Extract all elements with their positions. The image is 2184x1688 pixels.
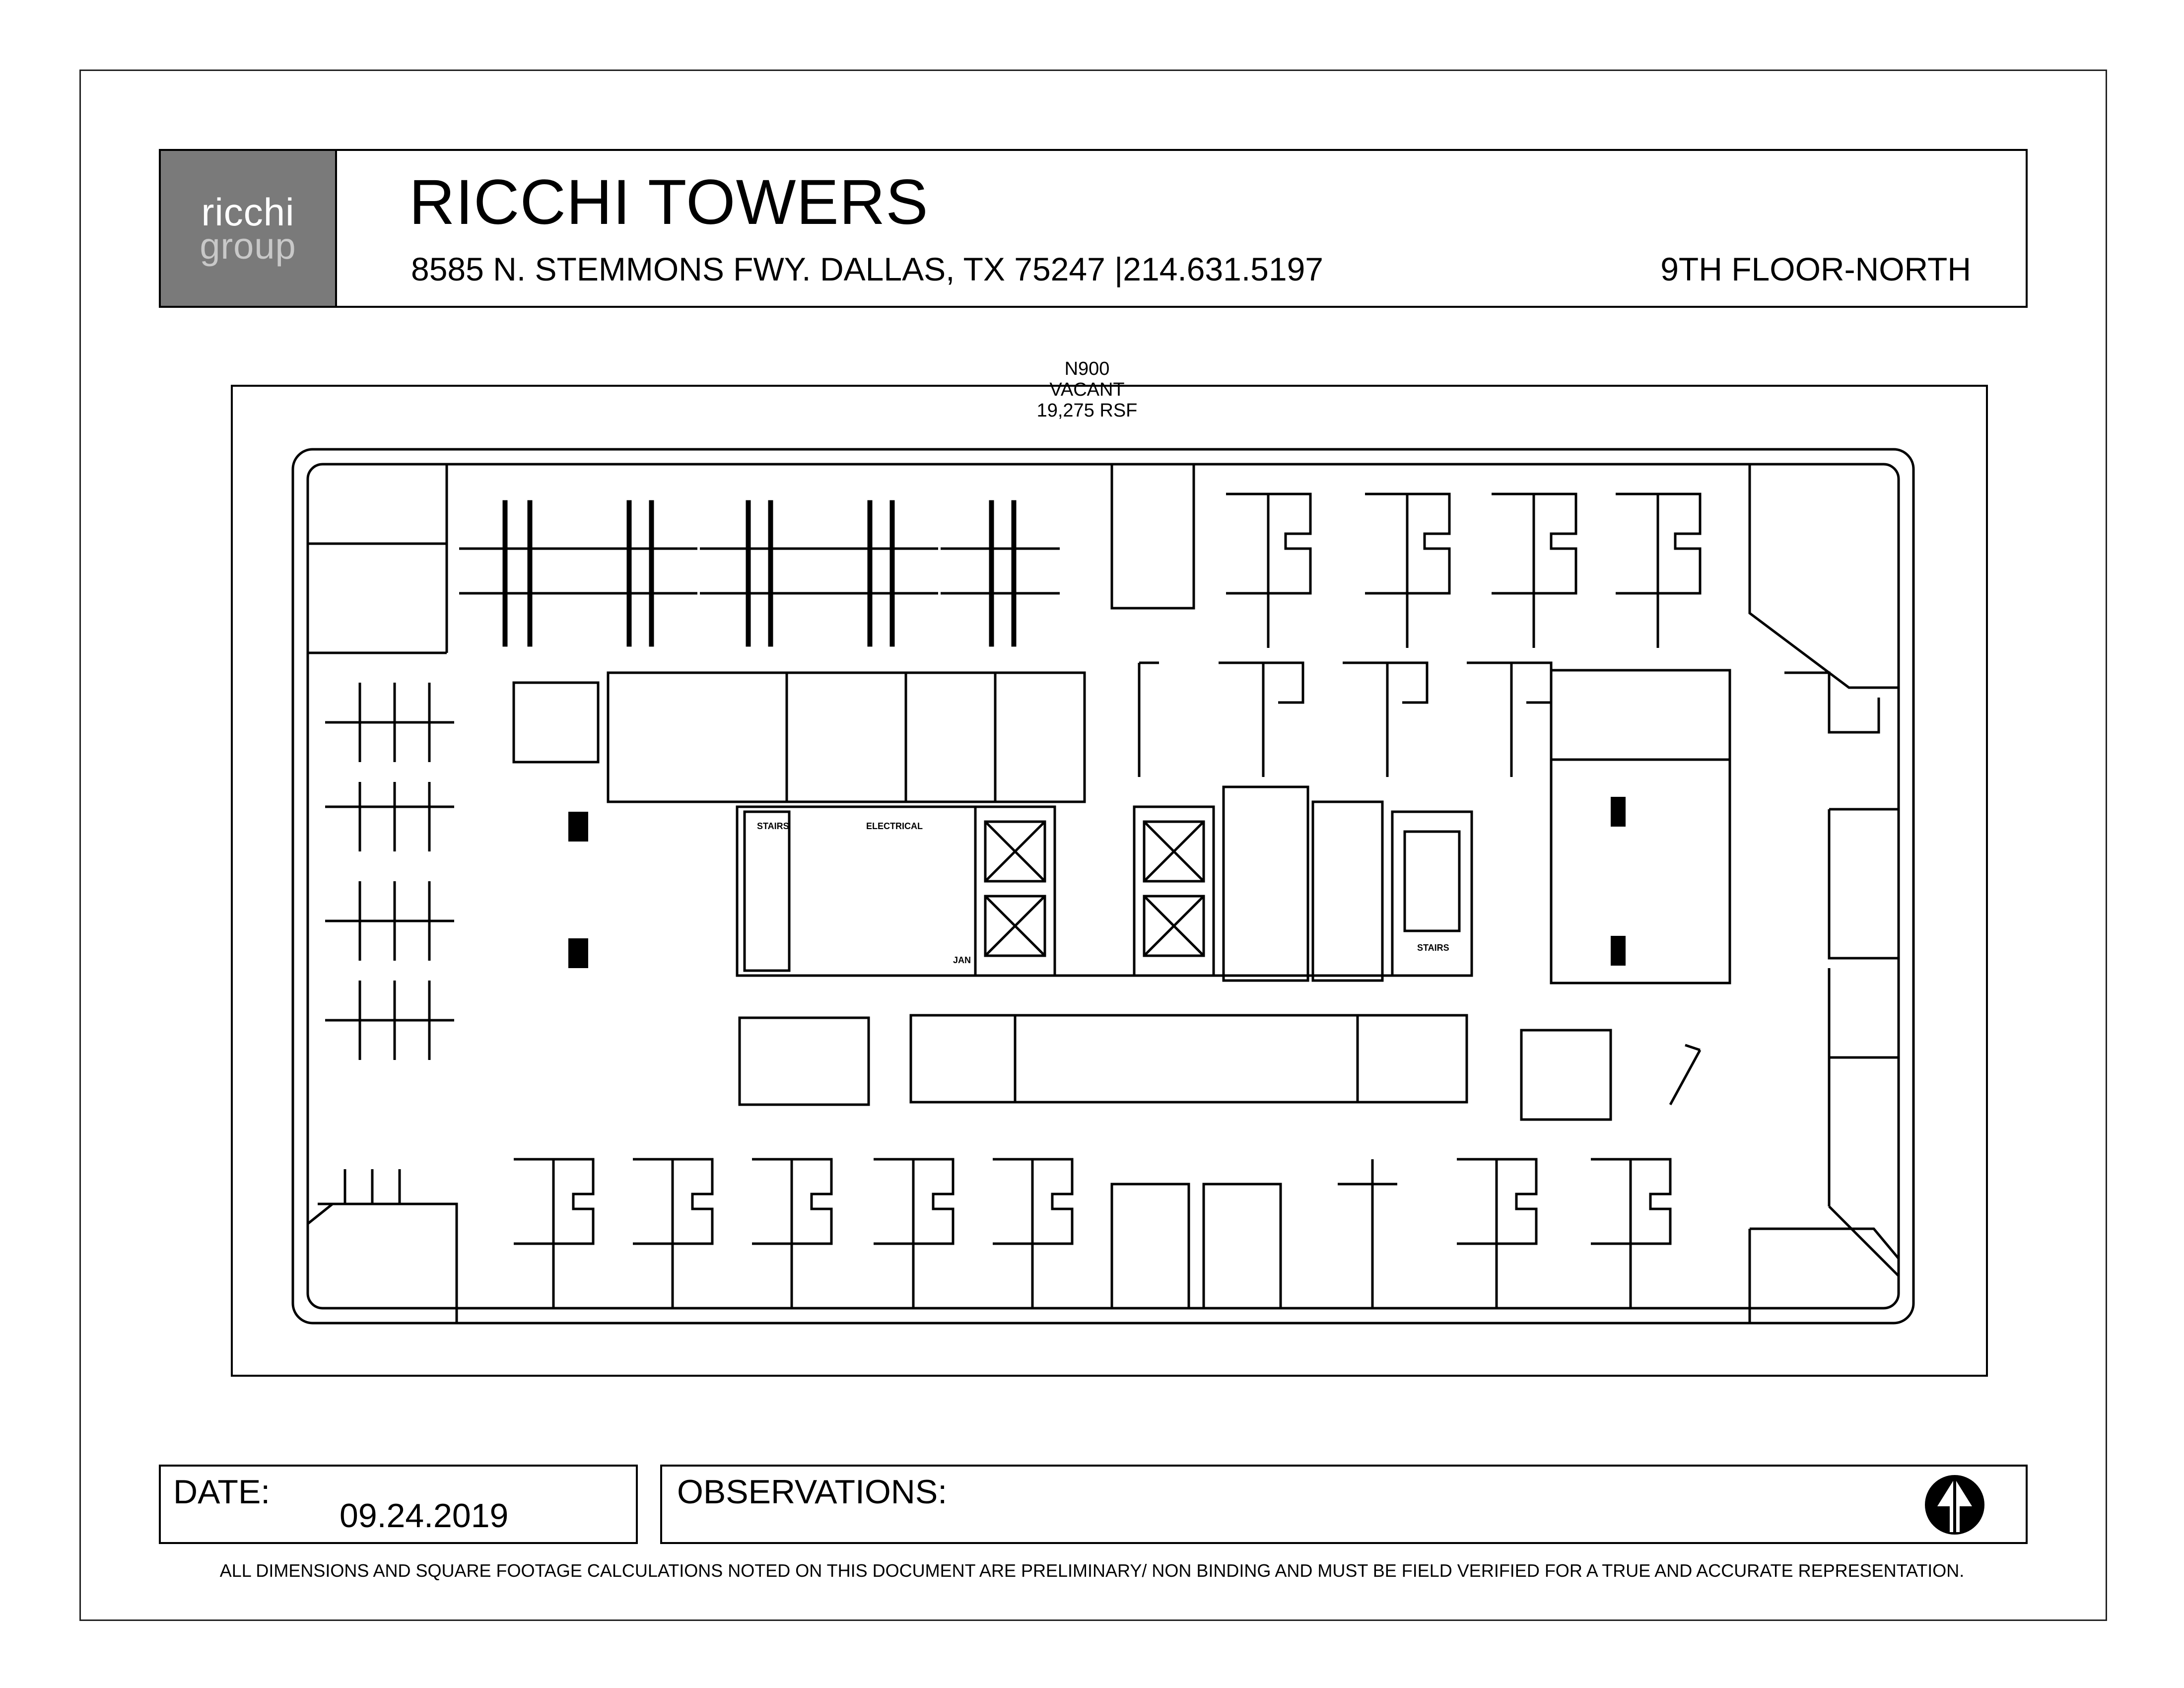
logo-line-1: ricchi	[201, 190, 295, 234]
ricchi-group-logo	[161, 151, 337, 306]
room-label-janitor: JAN	[953, 955, 971, 965]
room-label-stairs-east: STAIRS	[1417, 943, 1449, 953]
west-workstations	[308, 683, 457, 1323]
north-arrow-icon	[1922, 1473, 1987, 1537]
floor-plan	[231, 385, 1988, 1377]
building-core	[737, 787, 1472, 981]
suite-area: 19,275 RSF	[1036, 400, 1138, 421]
disclaimer: ALL DIMENSIONS AND SQUARE FOOTAGE CALCULATIONS NOTED ON THIS DOCUMENT ARE PRELIMINARY/ NON BINDING AND MUST BE FIELD VERIFIED FOR A TRUE AND ACCURATE REPRESENTATION.	[219, 1560, 1965, 1581]
south-interior-offices	[740, 1015, 1700, 1120]
room-label-electrical: ELECTRICAL	[866, 821, 923, 831]
observations-box	[660, 1465, 2028, 1544]
structural-columns	[568, 797, 1626, 968]
south-workstations	[514, 1159, 1899, 1323]
logo-line-2: group	[200, 225, 296, 267]
building-name: RICCHI TOWERS	[409, 167, 929, 238]
building-address: 8585 N. STEMMONS FWY. DALLAS, TX 75247 |214.631.5197	[411, 251, 1324, 287]
suite-status: VACANT	[1049, 379, 1125, 400]
north-workstations	[308, 464, 1899, 688]
observations-label: OBSERVATIONS:	[677, 1473, 948, 1511]
title-block	[159, 149, 2028, 308]
date-box	[159, 1465, 638, 1544]
date-label: DATE:	[173, 1473, 271, 1511]
exterior-wall-inner	[308, 464, 1899, 1308]
floor-name: 9TH FLOOR-NORTH	[1660, 251, 1971, 287]
date-value: 09.24.2019	[340, 1497, 509, 1535]
room-label-stairs-west: STAIRS	[757, 821, 789, 831]
suite-number: N900	[1064, 358, 1110, 379]
